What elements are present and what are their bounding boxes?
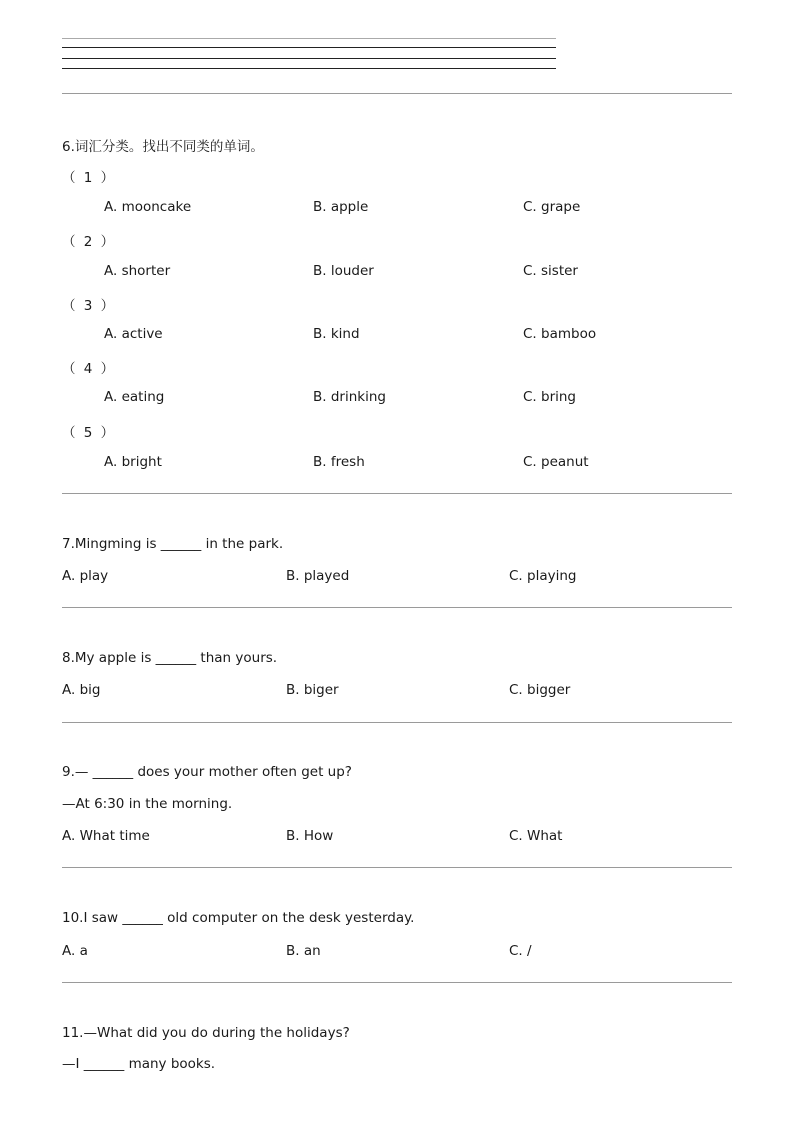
q6-item-1-number: （ 1 ） bbox=[62, 170, 117, 186]
q8-option-b[interactable]: B. biger bbox=[286, 682, 339, 698]
question-11-stem-answer: —I ______ many books. bbox=[62, 1056, 216, 1072]
divider bbox=[62, 493, 732, 494]
divider bbox=[62, 722, 732, 723]
q6-item-1-option-c[interactable]: C. grape bbox=[523, 199, 581, 215]
divider bbox=[62, 607, 732, 608]
q7-option-a[interactable]: A. play bbox=[62, 568, 109, 584]
q9-option-c[interactable]: C. What bbox=[509, 828, 563, 844]
q8-option-c[interactable]: C. bigger bbox=[509, 682, 571, 698]
q6-item-5-number: （ 5 ） bbox=[62, 425, 117, 441]
q6-item-5-option-b[interactable]: B. fresh bbox=[313, 454, 365, 470]
q7-option-c[interactable]: C. playing bbox=[509, 568, 577, 584]
question-6-title: 6.词汇分类。找出不同类的单词。 bbox=[62, 139, 264, 155]
q6-item-5-option-c[interactable]: C. peanut bbox=[523, 454, 589, 470]
question-10-stem: 10.I saw ______ old computer on the desk yesterday. bbox=[62, 910, 415, 926]
q6-item-4-option-b[interactable]: B. drinking bbox=[313, 389, 386, 405]
header-rule-2 bbox=[62, 47, 556, 48]
header-rule-1 bbox=[62, 38, 556, 39]
q6-item-3-option-c[interactable]: C. bamboo bbox=[523, 326, 597, 342]
q6-item-1-option-a[interactable]: A. mooncake bbox=[104, 199, 192, 215]
q6-item-3-number: （ 3 ） bbox=[62, 298, 117, 314]
header-rule-4 bbox=[62, 68, 556, 69]
q6-item-4-option-a[interactable]: A. eating bbox=[104, 389, 165, 405]
q6-item-5-option-a[interactable]: A. bright bbox=[104, 454, 162, 470]
q10-option-a[interactable]: A. a bbox=[62, 943, 88, 959]
question-9-stem-answer: —At 6:30 in the morning. bbox=[62, 796, 233, 812]
question-9-stem: 9.— ______ does your mother often get up? bbox=[62, 764, 352, 780]
q7-option-b[interactable]: B. played bbox=[286, 568, 350, 584]
q6-item-2-option-b[interactable]: B. louder bbox=[313, 263, 374, 279]
question-8-stem: 8.My apple is ______ than yours. bbox=[62, 650, 278, 666]
divider bbox=[62, 867, 732, 868]
divider bbox=[62, 93, 732, 94]
question-7-stem: 7.Mingming is ______ in the park. bbox=[62, 536, 284, 552]
q10-option-b[interactable]: B. an bbox=[286, 943, 321, 959]
q6-item-1-option-b[interactable]: B. apple bbox=[313, 199, 369, 215]
header-rule-3 bbox=[62, 58, 556, 59]
q6-item-2-option-c[interactable]: C. sister bbox=[523, 263, 578, 279]
question-11-stem: 11.—What did you do during the holidays? bbox=[62, 1025, 350, 1041]
q8-option-a[interactable]: A. big bbox=[62, 682, 101, 698]
divider bbox=[62, 982, 732, 983]
q9-option-b[interactable]: B. How bbox=[286, 828, 334, 844]
q6-item-3-option-a[interactable]: A. active bbox=[104, 326, 163, 342]
q6-item-4-option-c[interactable]: C. bring bbox=[523, 389, 577, 405]
q6-item-4-number: （ 4 ） bbox=[62, 361, 117, 377]
q6-item-2-number: （ 2 ） bbox=[62, 234, 117, 250]
q10-option-c[interactable]: C. / bbox=[509, 943, 532, 959]
q9-option-a[interactable]: A. What time bbox=[62, 828, 150, 844]
q6-item-2-option-a[interactable]: A. shorter bbox=[104, 263, 171, 279]
q6-item-3-option-b[interactable]: B. kind bbox=[313, 326, 360, 342]
